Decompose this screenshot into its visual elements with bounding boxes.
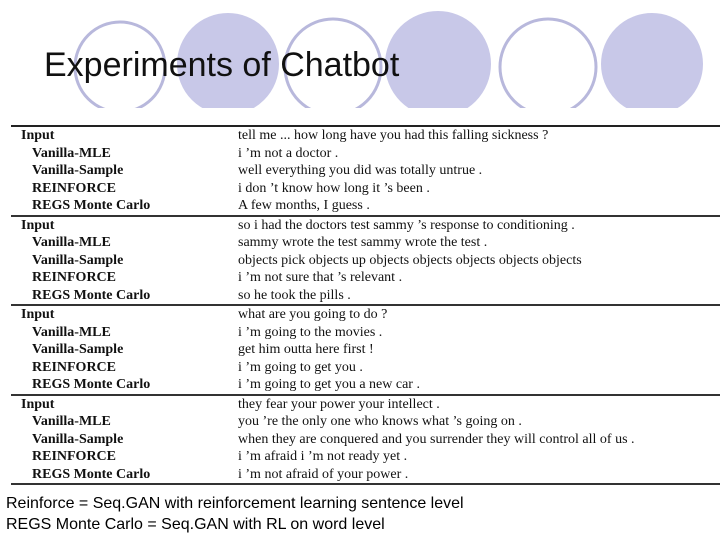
table-row [11,287,720,305]
table-row [11,431,720,449]
table-row [11,359,720,377]
row-label: REINFORCE [32,449,117,464]
table-row [11,180,720,198]
table-row [11,306,720,324]
row-text: i ’m not afraid of your power . [238,466,409,482]
row-label: Vanilla-MLE [32,235,111,250]
row-text: i ’m going to get you . [238,359,363,375]
row-text: i ’m going to get you a new car . [238,377,420,392]
row-text: so i had the doctors test sammy ’s response to conditioning . [238,217,575,233]
row-text: well everything you did was totally untrue . [238,163,483,178]
row-text: A few months, I guess . [238,198,370,213]
row-text: i ’m going to the movies . [238,324,383,340]
row-label: Vanilla-Sample [32,342,124,357]
row-label: REINFORCE [32,180,117,196]
table-group [11,127,720,217]
table-row [11,376,720,394]
row-label: Input [21,217,55,233]
row-text: objects pick objects up objects objects objects objects objects [238,252,582,268]
row-label: Vanilla-MLE [32,324,111,340]
row-text: i ’m afraid i ’m not ready yet . [238,449,408,464]
decor-circle-6 [602,14,702,114]
slide-title: Experiments of Chatbot [44,46,400,84]
table-row [11,127,720,145]
row-text: what are you going to do ? [238,307,388,322]
row-text: i don ’t know how long it ’s been . [238,180,430,196]
table-row [11,448,720,466]
row-label: REGS Monte Carlo [32,287,151,303]
row-text: when they are conquered and you surrender they will control all of us . [238,431,635,447]
row-text: so he took the pills . [238,287,351,303]
decor-circle-5 [500,19,596,115]
results-table [11,125,720,485]
table-group [11,217,720,307]
table-row [11,341,720,359]
table-group [11,396,720,486]
row-text: tell me ... how long have you had this falling sickness ? [238,128,549,143]
slide-caption [6,493,464,535]
row-label: Input [21,128,55,143]
row-label: Input [21,396,55,412]
row-text: sammy wrote the test sammy wrote the test . [238,235,488,250]
table-row [11,145,720,163]
row-label: REGS Monte Carlo [32,198,151,213]
row-label: Vanilla-Sample [32,252,124,268]
row-label: Vanilla-MLE [32,145,111,161]
caption-line-2: REGS Monte Carlo = Seq.GAN with RL on word level [6,516,385,533]
row-label: REINFORCE [32,359,117,375]
table-row [11,466,720,484]
table-row [11,162,720,180]
row-text: they fear your power your intellect . [238,396,440,412]
row-label: REGS Monte Carlo [32,466,151,482]
row-label: Vanilla-Sample [32,163,124,178]
row-label: REGS Monte Carlo [32,377,151,392]
row-label: REINFORCE [32,270,117,285]
decor-circle-4 [386,12,490,116]
row-label: Vanilla-Sample [32,431,124,447]
table-group [11,306,720,396]
row-label: Input [21,307,55,322]
table-row [11,324,720,342]
table-row [11,413,720,431]
row-text: i ’m not a doctor . [238,145,339,161]
table-row [11,396,720,414]
table-row [11,269,720,287]
decor-mask [0,108,720,120]
row-label: Vanilla-MLE [32,414,111,429]
table-row [11,197,720,215]
table-row [11,234,720,252]
row-text: you ’re the only one who knows what ’s going on . [238,414,522,429]
row-text: get him outta here first ! [238,342,374,357]
table-row [11,217,720,235]
table-row [11,252,720,270]
caption-line-1: Reinforce = Seq.GAN with reinforcement learning sentence level [6,495,464,512]
row-text: i ’m not sure that ’s relevant . [238,270,403,285]
